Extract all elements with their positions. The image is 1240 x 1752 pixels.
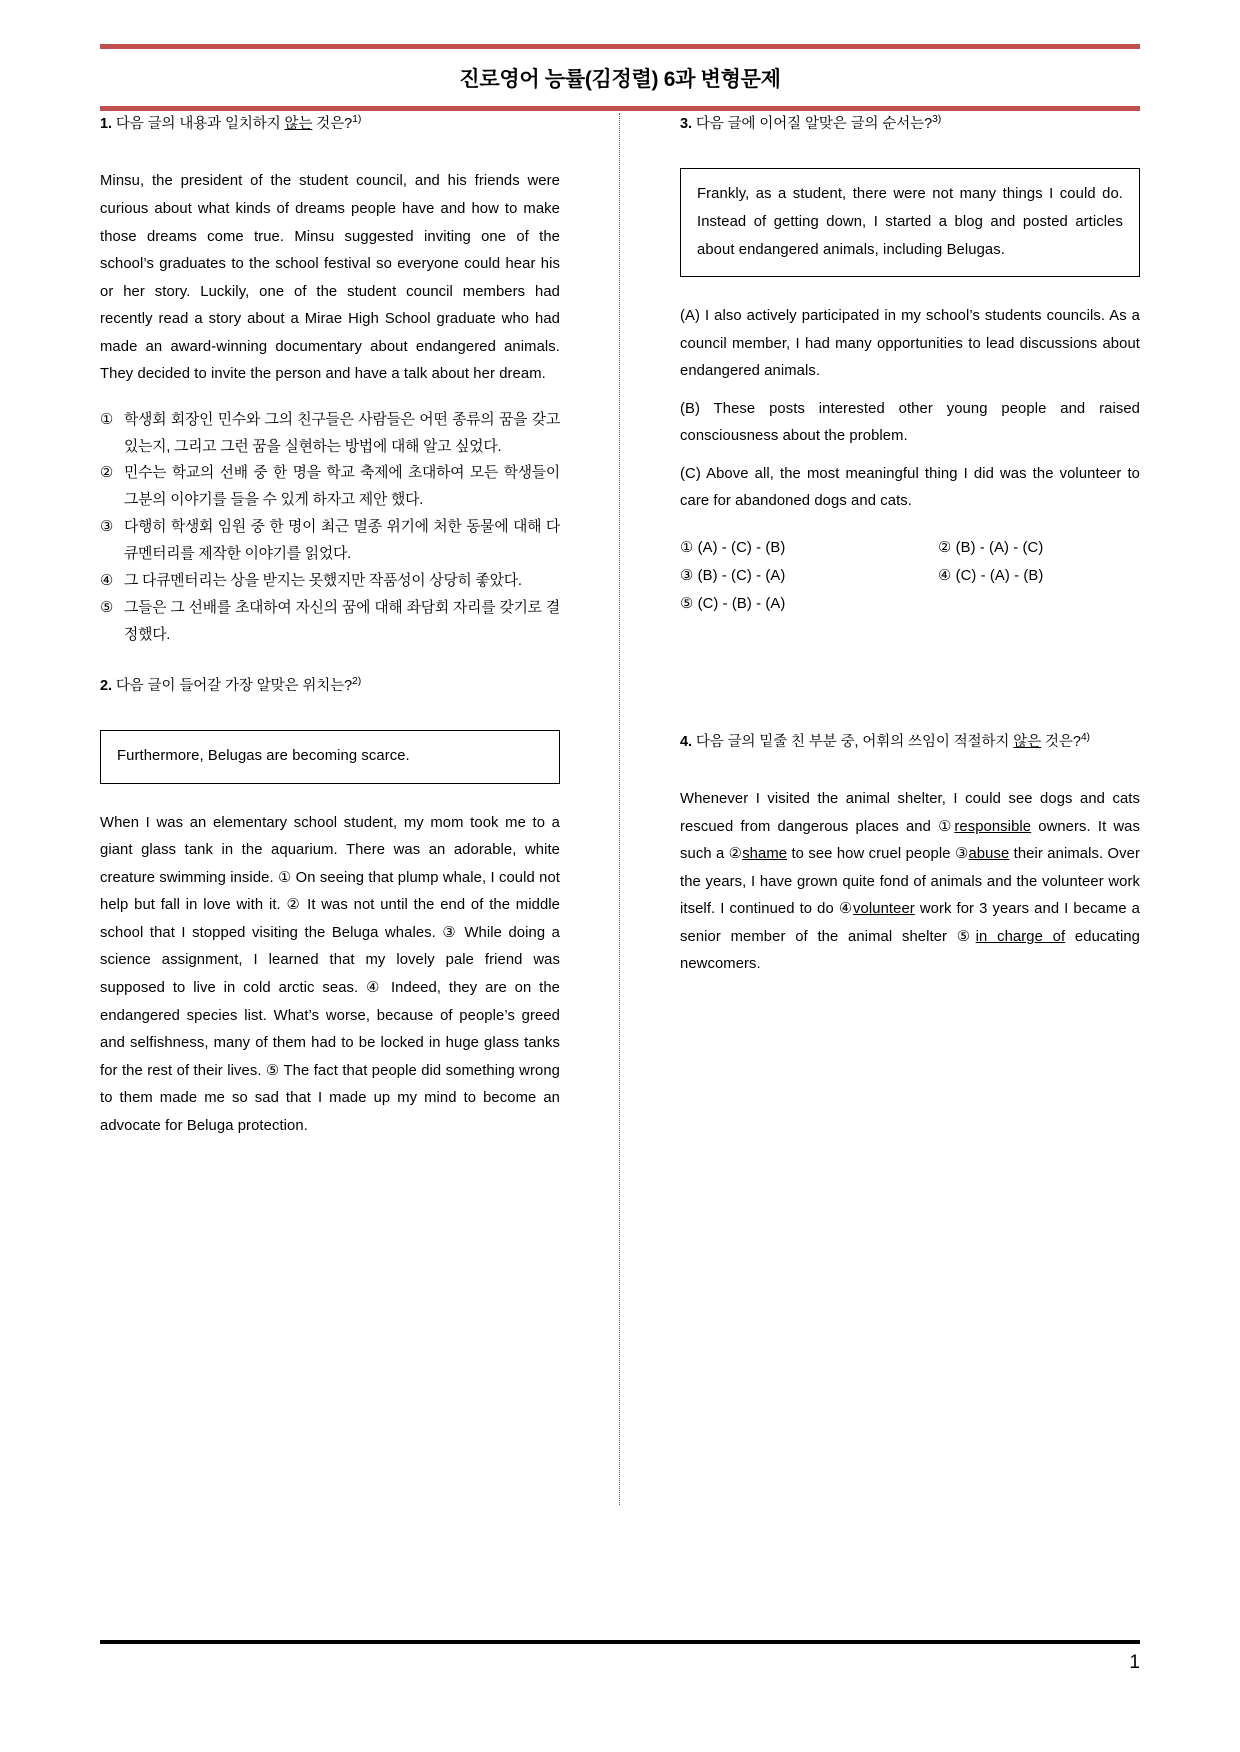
choice-marker: ① bbox=[100, 411, 114, 428]
question-2-footnote: 2) bbox=[352, 675, 362, 688]
choice-item[interactable] bbox=[100, 568, 560, 595]
choice-item[interactable]: ⑤ (C) - (B) - (A) bbox=[680, 596, 786, 613]
question-2-excerpt-text: Furthermore, Belugas are becoming scarce. bbox=[117, 748, 410, 765]
choice-item[interactable]: ③ (B) - (C) - (A) bbox=[680, 568, 786, 585]
question-3-footnote: 3) bbox=[932, 113, 942, 126]
choice-item[interactable]: ② (B) - (A) - (C) bbox=[938, 539, 1044, 556]
question-3-excerpt-box bbox=[680, 168, 1140, 277]
passage-text: their animals. Over the years, I have grown quite fond of animals and the volunteer work itself. I continued to do ④ bbox=[680, 846, 1140, 918]
question-3-excerpt-text: Frankly, as a student, there were not many things I could do. Instead of getting down, I started a blog and posted articles about endangered animals, including Belugas. bbox=[697, 186, 1123, 258]
choice-item[interactable] bbox=[100, 595, 560, 649]
choice-marker: ⑤ bbox=[100, 600, 114, 617]
underlined-vocab: in charge of bbox=[975, 928, 1066, 945]
right-column bbox=[680, 113, 1140, 1493]
question-1-prompt-before: 다음 글의 내용과 일치하지 bbox=[111, 116, 285, 132]
choice-marker: ③ bbox=[100, 519, 114, 536]
question-1-passage: Minsu, the president of the student council, and his friends were curious about what kinds of dreams people have and how to make those dreams come true. Minsu suggested inviting one of the school’s graduates to the school festival so everyone could hear his or her story. Luckily, one of the student council members had recently read a story about a Mirae High School graduate who had made an award-winning documentary about endangered animals. They decided to invite the person and have a talk about her dream. bbox=[100, 173, 560, 383]
question-4-heading bbox=[680, 731, 1140, 754]
choice-item[interactable] bbox=[100, 514, 560, 568]
question-1-heading bbox=[100, 113, 560, 136]
question-3-paragraph-b: (B) These posts interested other young people and raised consciousness about the problem. bbox=[680, 400, 1140, 445]
question-4-passage bbox=[680, 786, 1140, 979]
question-3-paragraph-c: (C) Above all, the most meaningful thing I did was the volunteer to care for abandoned dogs and cats. bbox=[680, 465, 1140, 510]
underlined-vocab: responsible bbox=[954, 818, 1032, 835]
question-3-paragraph-a: (A) I also actively participated in my school’s students councils. As a council member, I had many opportunities to lead discussions about endangered animals. bbox=[680, 308, 1140, 380]
question-3-choices bbox=[680, 534, 1140, 619]
question-4-prompt-after: 것은? bbox=[1041, 733, 1081, 750]
question-1-prompt-underlined: 않는 bbox=[284, 116, 313, 132]
choice-text: 민수는 학교의 선배 중 한 명을 학교 축제에 초대하여 모든 학생들이 그분의 이야기를 들을 수 있게 하자고 제안 했다. bbox=[124, 465, 560, 509]
footer-rule bbox=[100, 1640, 1140, 1644]
underlined-vocab: volunteer bbox=[853, 901, 915, 918]
choice-text: 학생회 회장인 민수와 그의 친구들은 사람들은 어떤 종류의 꿈을 갖고 있는지, 그리고 그런 꿈을 실현하는 방법에 대해 알고 싶었다. bbox=[124, 411, 560, 455]
passage-text: to see how cruel people ③ bbox=[787, 846, 969, 863]
question-1-choices bbox=[100, 407, 560, 649]
left-column bbox=[100, 113, 560, 1493]
choice-item[interactable]: ④ (C) - (A) - (B) bbox=[938, 568, 1044, 585]
passage-text: Whenever I visited the animal shelter, I could see dogs and cats rescued from dangerous places and ① bbox=[680, 791, 1140, 835]
question-2-prompt: 다음 글이 들어갈 가장 알맞은 위치는? bbox=[111, 677, 353, 694]
page-header bbox=[100, 44, 1140, 111]
question-3-number: 3. bbox=[680, 116, 692, 132]
choice-marker: ④ bbox=[100, 573, 114, 590]
underlined-vocab: abuse bbox=[968, 846, 1010, 863]
choice-text: 다행히 학생회 임원 중 한 명이 최근 멸종 위기에 처한 동물에 대해 다큐멘터리를 제작한 이야기를 읽었다. bbox=[124, 519, 560, 563]
underlined-vocab: shame bbox=[742, 846, 788, 863]
page-title: 진로영어 능률(김정렬) 6과 변형문제 bbox=[459, 68, 781, 91]
page-number: 1 bbox=[1129, 1652, 1140, 1673]
question-3-prompt: 다음 글에 이어질 알맞은 글의 순서는? bbox=[691, 116, 933, 132]
question-1-number: 1. bbox=[100, 116, 112, 132]
question-2-passage: When I was an elementary school student, my mom took me to a giant glass tank in the aquarium. There was an adorable, white creature swimming inside. ① On seeing that plump whale, I could not help but fall in love with it. ② It was not until the end of the middle school that I stopped visiting the Beluga whales. ③ While doing a science assignment, I learned that my lovely pale friend was supposed to live in cold arctic seas. ④ Indeed, they are on the endangered species list. What’s worse, because of people’s greed and selfishness, many of them had to be locked in huge glass tanks for the rest of their lives. ⑤ The fact that people did something wrong to them made me so sad that I made up my mind to become an advocate for Beluga protection. bbox=[100, 814, 560, 1134]
choice-item[interactable] bbox=[100, 407, 560, 461]
choice-text: 그 다큐멘터리는 상을 받지는 못했지만 작품성이 상당히 좋았다. bbox=[124, 573, 522, 590]
question-4-number: 4. bbox=[680, 733, 692, 750]
header-rule-bottom bbox=[100, 106, 1140, 111]
question-2-heading bbox=[100, 675, 560, 698]
choice-item[interactable] bbox=[100, 460, 560, 514]
question-3-heading bbox=[680, 113, 1140, 136]
question-4-footnote: 4) bbox=[1080, 731, 1090, 744]
question-1-prompt-after: 것은? bbox=[312, 116, 353, 132]
question-2-number: 2. bbox=[100, 677, 112, 694]
choice-text: 그들은 그 선배를 초대하여 자신의 꿈에 대해 좌담회 자리를 갖기로 결정했다. bbox=[124, 600, 560, 643]
question-4-prompt-underlined: 않은 bbox=[1013, 733, 1042, 750]
choice-marker: ② bbox=[100, 465, 114, 482]
two-column-body bbox=[100, 113, 1140, 1493]
question-2-excerpt-box bbox=[100, 730, 560, 784]
question-1-footnote: 1) bbox=[352, 113, 362, 126]
passage-text: educating newcomers. bbox=[680, 928, 1140, 973]
question-4-prompt-before: 다음 글의 밑줄 친 부분 중, 어휘의 쓰임이 적절하지 bbox=[691, 733, 1014, 750]
column-divider bbox=[619, 113, 620, 1505]
passage-text: owners. It was such a ② bbox=[680, 818, 1140, 863]
passage-text: work for 3 years and I became a senior member of the animal shelter ⑤ bbox=[680, 901, 1141, 945]
choice-item[interactable]: ① (A) - (C) - (B) bbox=[680, 539, 786, 556]
